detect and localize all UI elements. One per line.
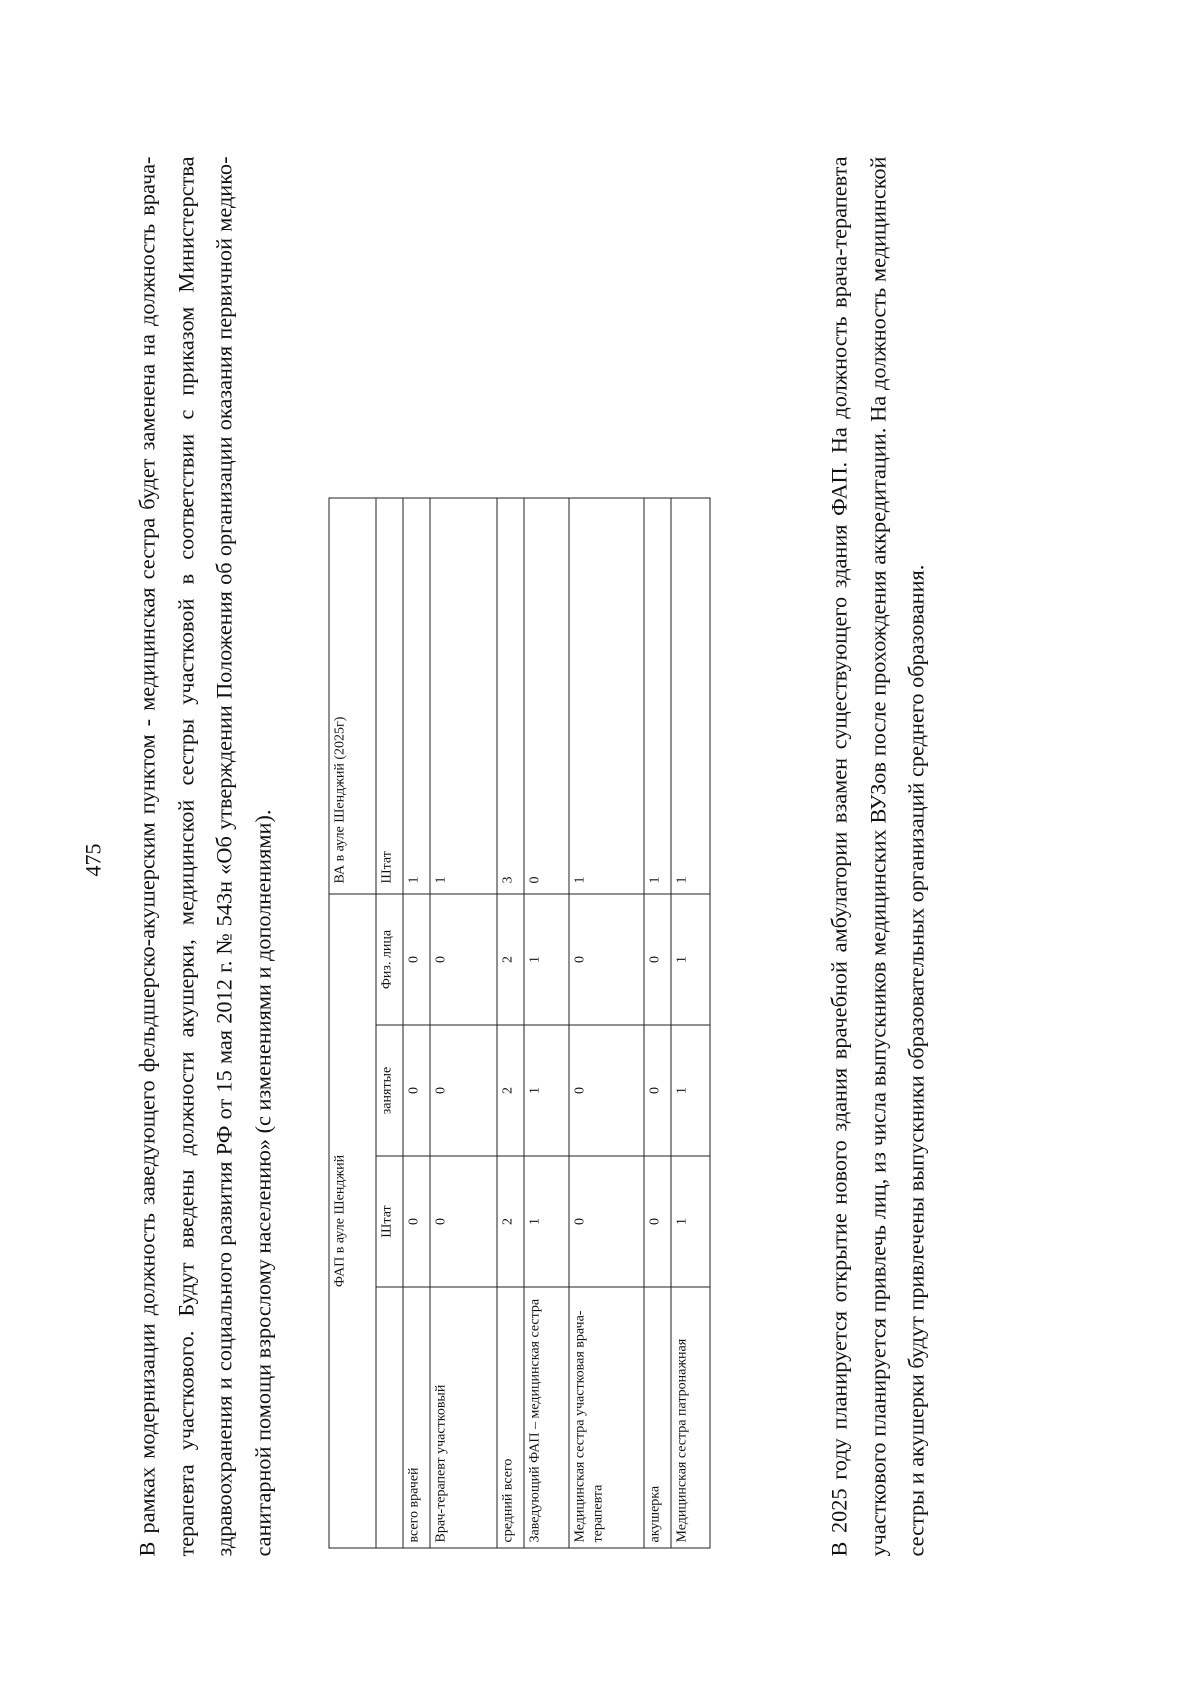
row-label: Заведующий ФАП – медицинская сестра [524, 1287, 569, 1548]
row-label: Медицинская сестра участковая врача-терапевта [569, 1287, 644, 1548]
cell-value: 1 [524, 894, 569, 1025]
table-header-row [329, 498, 376, 1548]
rotated-page [1, 0, 1200, 1697]
table-row [403, 498, 430, 1548]
staff-table [329, 498, 711, 1549]
cell-value: 0 [644, 1025, 671, 1156]
cell-value: 0 [403, 1025, 430, 1156]
subheader-empty [376, 1287, 403, 1548]
cell-value: 0 [430, 1025, 497, 1156]
cell-value: 0 [430, 1156, 497, 1287]
subheader-fiz-litsa: Физ. лица [376, 894, 403, 1025]
cell-value: 0 [569, 1025, 644, 1156]
cell-value: 0 [430, 894, 497, 1025]
cell-value: 1 [403, 498, 430, 894]
cell-value: 1 [430, 498, 497, 894]
table-row [430, 498, 497, 1548]
cell-value: 0 [569, 894, 644, 1025]
cell-value: 1 [671, 1156, 710, 1287]
cell-value: 2 [497, 894, 524, 1025]
header-va: ВА в ауле Шенджий (2025г) [329, 498, 376, 894]
cell-value: 1 [671, 894, 710, 1025]
row-label: всего врачей [403, 1287, 430, 1548]
header-fap: ФАП в ауле Шенджий [329, 894, 376, 1548]
cell-value: 0 [524, 498, 569, 894]
table-row [524, 498, 569, 1548]
cell-value: 3 [497, 498, 524, 894]
subheader-zanyatye: занятые [376, 1025, 403, 1156]
cell-value: 2 [497, 1156, 524, 1287]
page-number: 475 [80, 843, 106, 877]
row-label: Медицинская сестра патронажная [671, 1287, 710, 1548]
subheader-va-shtat: Штат [376, 498, 403, 894]
row-label: акушерка [644, 1287, 671, 1548]
table-subheader-row [376, 498, 403, 1548]
cell-value: 0 [403, 894, 430, 1025]
subheader-shtat: Штат [376, 1156, 403, 1287]
cell-value: 0 [644, 894, 671, 1025]
cell-value: 1 [569, 498, 644, 894]
cell-value: 1 [671, 498, 710, 894]
cell-value: 1 [524, 1025, 569, 1156]
cell-value: 2 [497, 1025, 524, 1156]
cell-value: 0 [569, 1156, 644, 1287]
row-label: средний всего [497, 1287, 524, 1548]
cell-value: 1 [671, 1025, 710, 1156]
table-row [644, 498, 671, 1548]
cell-value: 0 [403, 1156, 430, 1287]
cell-value: 1 [644, 498, 671, 894]
cell-value: 0 [644, 1156, 671, 1287]
paragraph-modernization: В рамках модернизации должность заведующего фельдшерско-акушерским пунктом - медицинская сестра будет заменена на должность врача- терапевта участкового. Будут введены должности акушерки, медицинской сестры участковой в соответствии с приказом Министерства здравоохранения и социального развития РФ от 15 мая 2012 г. № 543н «Об утверждении Положения об организации оказания первичной медико-санитарной помощи взрослому населению» (с изменениями и дополнениями). [134, 156, 275, 1557]
paragraph-plan-2025: В 2025 году планируется открытие нового здания врачебной амбулатории взамен существующего здания ФАП. На должность врача-терапевта участкового планируется привлечь лиц, из числа выпускников медицинских ВУЗов после прохождения аккредитации. На должность медицинской сестры и акушерки будут привлечены выпускники образовательных организаций среднего образования. [826, 156, 929, 1557]
row-label: Врач-терапевт участковый [430, 1287, 497, 1548]
table-row [671, 498, 710, 1548]
table-row [497, 498, 524, 1548]
table-row [569, 498, 644, 1548]
cell-value: 1 [524, 1156, 569, 1287]
